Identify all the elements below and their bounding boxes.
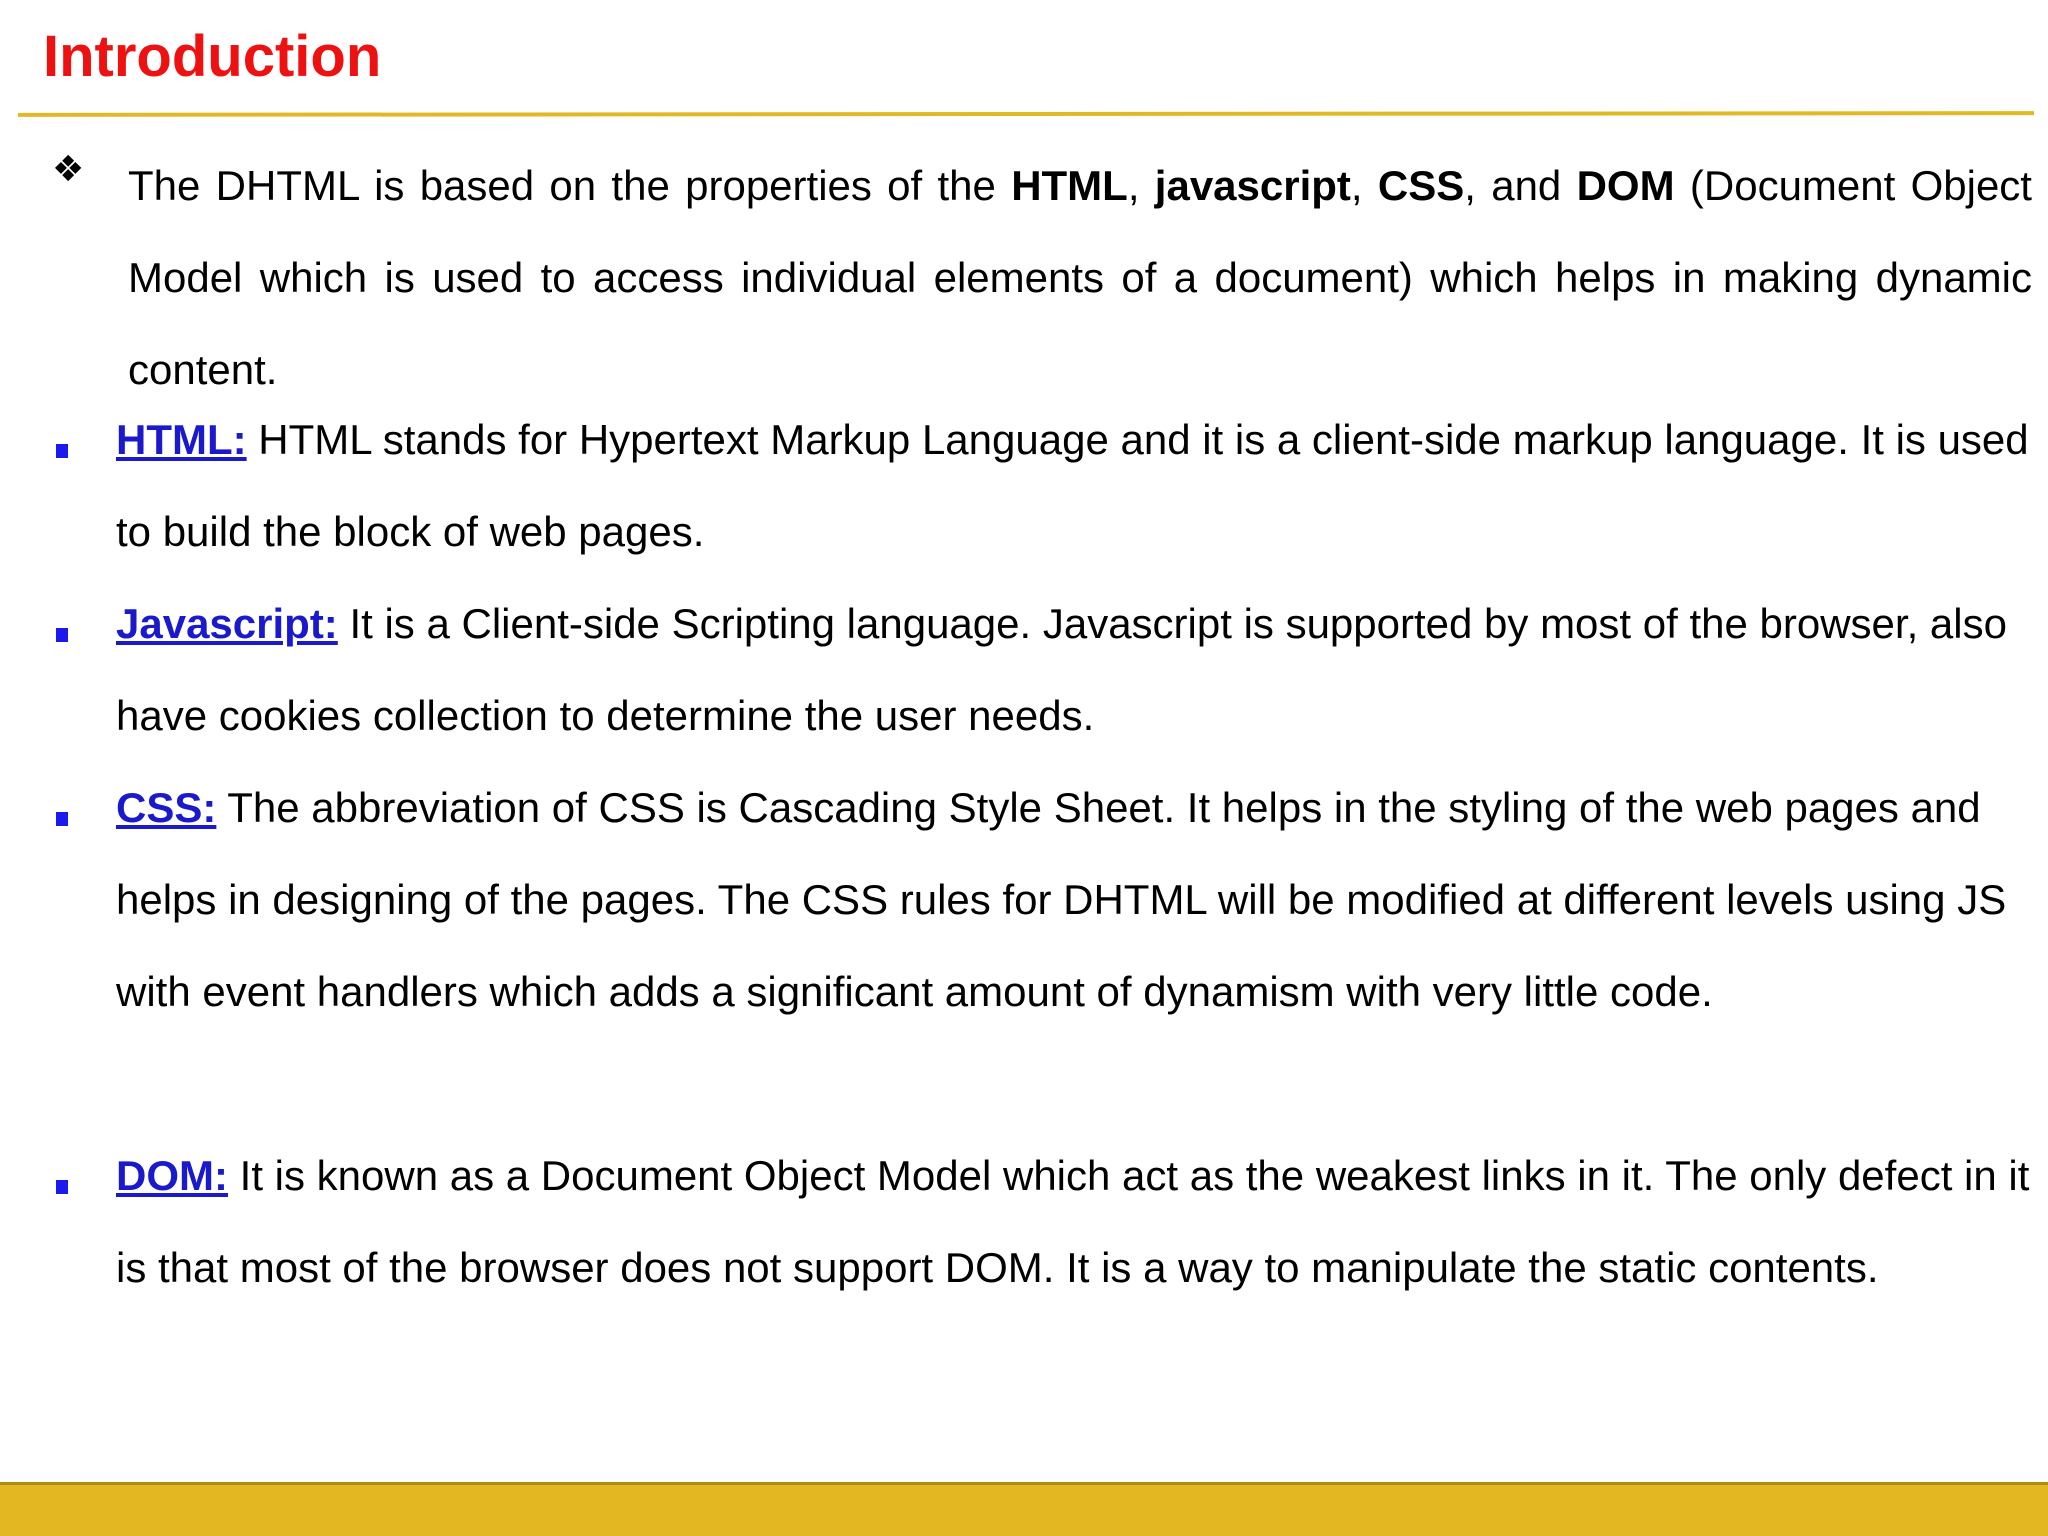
intro-keyword-javascript: javascript (1154, 162, 1351, 209)
intro-text-2: , (1127, 162, 1155, 209)
list-item-paragraph (116, 394, 2036, 578)
list-item-text: The abbreviation of CSS is Cascading Style Sheet. It helps in the styling of the web pages and helps in designing of the pages. The CSS rules for DHTML will be modified at different levels using JS with event handlers which adds a significant amount of dynamism with very little code. (116, 784, 2007, 1015)
title-divider (18, 111, 2034, 117)
list-item-paragraph (116, 1130, 2036, 1314)
list-item-text: It is a Client-side Scripting language. Javascript is supported by most of the browser, also have cookies collection to determine the user needs. (116, 600, 2007, 739)
term-link-javascript[interactable]: Javascript: (116, 600, 338, 647)
term-link-css[interactable]: CSS: (116, 784, 217, 831)
intro-text-4: , and (1464, 162, 1577, 209)
intro-keyword-html: HTML (1011, 162, 1128, 209)
intro-text-3: , (1350, 162, 1378, 209)
list-item-paragraph (116, 762, 2036, 1038)
intro-keyword-dom: DOM (1576, 162, 1675, 209)
square-bullet-icon (56, 444, 68, 458)
page-title: Introduction (43, 24, 382, 89)
intro-text-1: The DHTML is based on the properties of the (128, 162, 1012, 209)
square-bullet-icon (56, 628, 68, 642)
list-item-text: It is known as a Document Object Model which act as the weakest links in it. The only defect in it is that most of the browser does not support DOM. It is a way to manipulate the static contents. (116, 1152, 2030, 1291)
intro-text-5: (Document Object Model which is used to access individual elements of a document) which helps in making dynamic content. (128, 162, 2032, 393)
list-item-paragraph (116, 578, 2036, 762)
square-bullet-icon (56, 1180, 68, 1194)
intro-paragraph (128, 140, 2032, 416)
square-bullet-icon (56, 812, 68, 826)
footer-bar (0, 1482, 2048, 1536)
diamond-cluster-icon: ❖ (52, 148, 85, 189)
term-link-dom[interactable]: DOM: (116, 1152, 228, 1199)
list-item-text: HTML stands for Hypertext Markup Language and it is a client-side markup language. It is used to build the block of web pages. (116, 416, 2029, 555)
term-link-html[interactable]: HTML: (116, 416, 247, 463)
intro-keyword-css: CSS (1377, 162, 1465, 209)
